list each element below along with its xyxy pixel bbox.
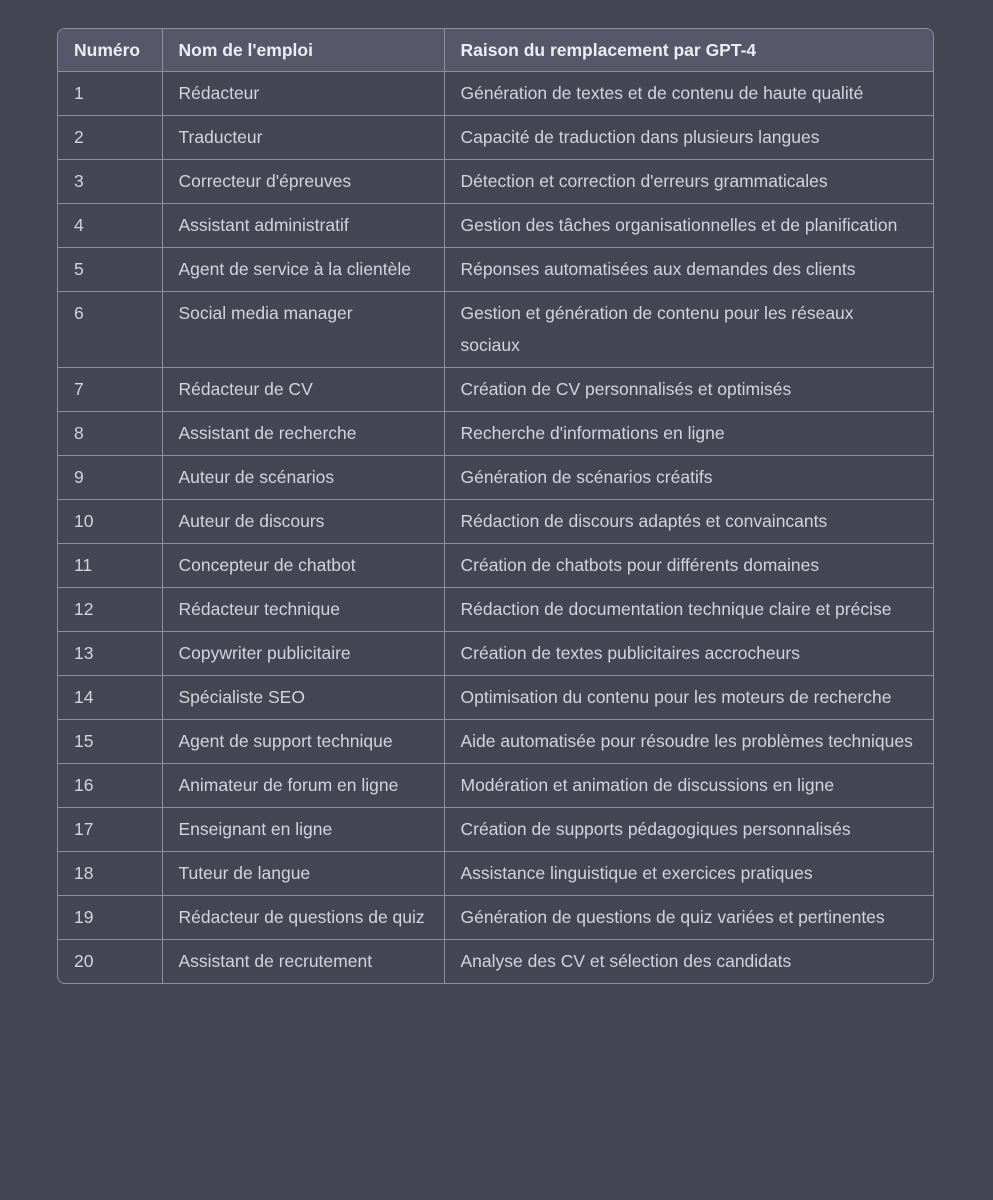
table-row [58,456,933,500]
table-row [58,852,933,896]
table-row [58,896,933,940]
cell-job-name: Rédacteur technique [162,588,444,632]
cell-job-name: Spécialiste SEO [162,676,444,720]
cell-reason: Création de chatbots pour différents domaines [444,544,933,588]
table-row [58,720,933,764]
cell-job-name: Rédacteur de questions de quiz [162,896,444,940]
table-row [58,940,933,984]
cell-job-name: Rédacteur [162,72,444,116]
cell-job-name: Assistant de recrutement [162,940,444,984]
table-row [58,676,933,720]
cell-job-name: Assistant de recherche [162,412,444,456]
table-row [58,248,933,292]
cell-job-name: Social media manager [162,292,444,368]
cell-reason: Optimisation du contenu pour les moteurs de recherche [444,676,933,720]
cell-reason: Assistance linguistique et exercices pratiques [444,852,933,896]
cell-job-name: Enseignant en ligne [162,808,444,852]
cell-reason: Création de supports pédagogiques personnalisés [444,808,933,852]
cell-reason: Aide automatisée pour résoudre les problèmes techniques [444,720,933,764]
cell-number: 14 [58,676,162,720]
cell-job-name: Tuteur de langue [162,852,444,896]
table-row [58,368,933,412]
table-row [58,588,933,632]
cell-reason: Gestion et génération de contenu pour les réseaux sociaux [444,292,933,368]
cell-number: 6 [58,292,162,368]
table-row [58,116,933,160]
cell-number: 10 [58,500,162,544]
cell-number: 9 [58,456,162,500]
table-row [58,292,933,368]
cell-job-name: Animateur de forum en ligne [162,764,444,808]
cell-reason: Gestion des tâches organisationnelles et de planification [444,204,933,248]
cell-number: 16 [58,764,162,808]
cell-number: 20 [58,940,162,984]
table-row [58,808,933,852]
cell-number: 8 [58,412,162,456]
cell-reason: Rédaction de documentation technique claire et précise [444,588,933,632]
cell-number: 11 [58,544,162,588]
cell-reason: Génération de scénarios créatifs [444,456,933,500]
cell-job-name: Agent de support technique [162,720,444,764]
cell-job-name: Agent de service à la clientèle [162,248,444,292]
cell-number: 1 [58,72,162,116]
table-row [58,72,933,116]
cell-job-name: Concepteur de chatbot [162,544,444,588]
cell-reason: Capacité de traduction dans plusieurs langues [444,116,933,160]
jobs-table-container [57,28,934,984]
cell-number: 15 [58,720,162,764]
cell-number: 19 [58,896,162,940]
cell-job-name: Assistant administratif [162,204,444,248]
cell-number: 7 [58,368,162,412]
cell-number: 4 [58,204,162,248]
cell-number: 3 [58,160,162,204]
cell-reason: Réponses automatisées aux demandes des clients [444,248,933,292]
table-row [58,204,933,248]
cell-reason: Génération de questions de quiz variées et pertinentes [444,896,933,940]
cell-reason: Création de textes publicitaires accrocheurs [444,632,933,676]
cell-number: 18 [58,852,162,896]
table-row [58,764,933,808]
header-number: Numéro [58,29,162,72]
cell-job-name: Correcteur d'épreuves [162,160,444,204]
table-header [58,29,933,72]
cell-reason: Création de CV personnalisés et optimisés [444,368,933,412]
jobs-table [58,29,933,983]
cell-reason: Rédaction de discours adaptés et convaincants [444,500,933,544]
table-row [58,412,933,456]
cell-number: 17 [58,808,162,852]
table-body [58,72,933,984]
cell-number: 5 [58,248,162,292]
cell-number: 12 [58,588,162,632]
cell-reason: Génération de textes et de contenu de haute qualité [444,72,933,116]
header-job-name: Nom de l'emploi [162,29,444,72]
table-row [58,632,933,676]
table-row [58,160,933,204]
cell-reason: Analyse des CV et sélection des candidats [460,951,792,971]
header-replacement-reason: Raison du remplacement par GPT-4 [444,29,933,72]
table-row [58,544,933,588]
table-row [58,500,933,544]
cell-number: 13 [58,632,162,676]
cell-job-name: Auteur de discours [162,500,444,544]
cell-reason: Détection et correction d'erreurs grammaticales [444,160,933,204]
cell-job-name: Auteur de scénarios [162,456,444,500]
cell-number: 2 [58,116,162,160]
header-row [58,29,933,72]
cell-job-name: Copywriter publicitaire [162,632,444,676]
cell-reason: Recherche d'informations en ligne [444,412,933,456]
cell-job-name: Rédacteur de CV [162,368,444,412]
cell-reason: Modération et animation de discussions en ligne [444,764,933,808]
cell-job-name: Traducteur [162,116,444,160]
